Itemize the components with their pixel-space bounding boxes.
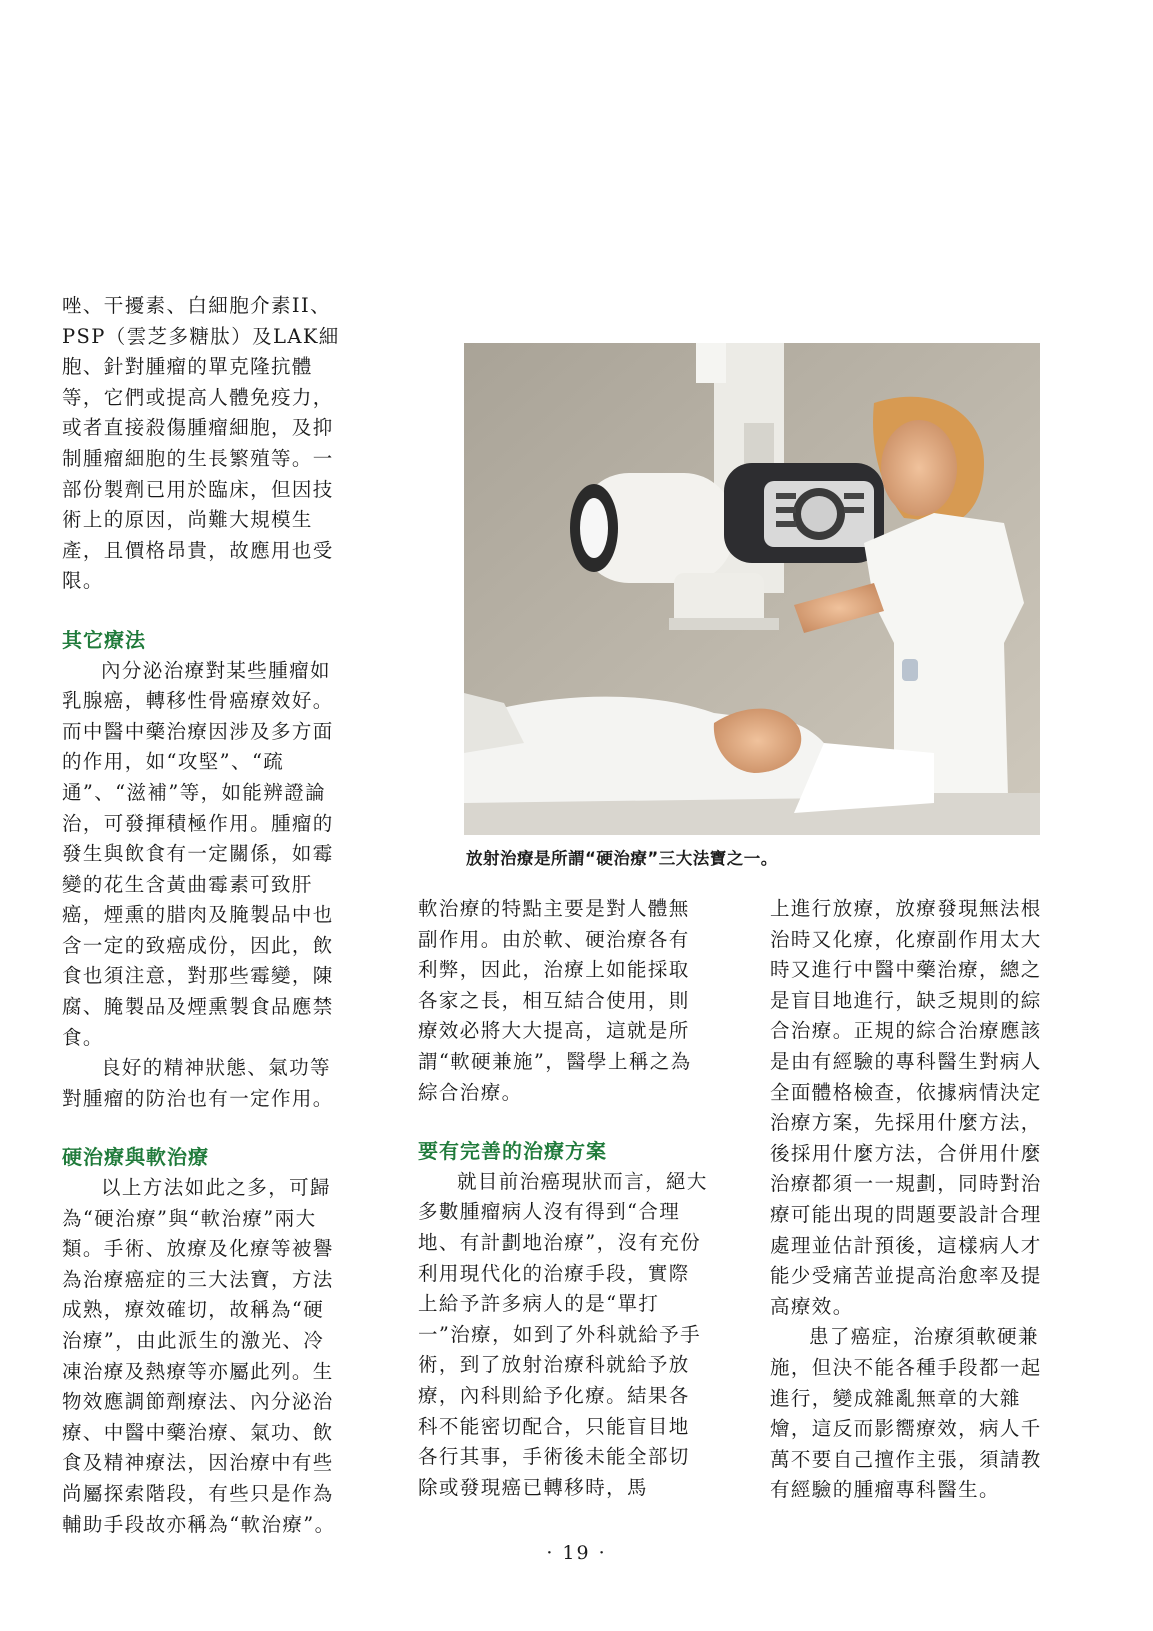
paragraph: 唑、干擾素、白細胞介素II、PSP（雲芝多糖肽）及LAK細胞、針對腫瘤的單克隆抗體等，它們或提高人體免疫力，或者直接殺傷腫瘤細胞，及抑制腫瘤細胞的生長繁殖等。一部份製劑已用於臨床，但因技術上的原因，尚難大規模生產，且價格昂貴，故應用也受限。 <box>62 294 340 593</box>
section-heading-hard-soft-treatment: 硬治療與軟治療 <box>62 1145 209 1170</box>
text-column-left <box>62 291 342 1540</box>
text-column-right <box>770 894 1060 1506</box>
figure-caption: 放射治療是所謂“硬治療”三大法寶之一。 <box>466 849 778 868</box>
paragraph: 良好的精神狀態、氣功等對腫瘤的防治也有一定作用。 <box>62 1056 334 1110</box>
paragraph: 內分泌治療對某些腫瘤如乳腺癌，轉移性骨癌療效好。而中醫中藥治療因涉及多方面的作用，如“攻堅”、“疏通”、“滋補”等，如能辨證論治，可發揮積極作用。腫瘤的發生與飲食有一定關係，如霉變的花生含黃曲霉素可致肝癌，煙熏的腊肉及腌製品中也含一定的致癌成份，因此，飲食也須注意，對那些霉變，陳腐、腌製品及煙熏製食品應禁食。 <box>62 658 334 1049</box>
page-number: · 19 · <box>546 1542 607 1564</box>
paragraph: 以上方法如此之多，可歸為“硬治療”與“軟治療”兩大類。手術、放療及化療等被譽為治療癌症的三大法寶，方法成熟，療效確切，故稱為“硬治療”，由此派生的激光、冷凍治療及熱療等亦屬此列。生物效應調節劑療法、內分泌治療、中醫中藥治療、氣功、飲食及精神療法，因治療中有些尚屬探索階段，有些只是作為輔助手段故亦稱為“軟治療”。 <box>62 1176 336 1536</box>
radiotherapy-photo <box>464 343 1040 835</box>
section-heading-treatment-plan: 要有完善的治療方案 <box>418 1139 607 1164</box>
paragraph: 患了癌症，治療須軟硬兼施，但決不能各種手段都一起進行，變成雜亂無章的大雜燴，這反而影嚮療效，病人千萬不要自己擅作主張，須請教有經驗的腫瘤專科醫生。 <box>770 1325 1042 1502</box>
paragraph: 軟治療的特點主要是對人體無副作用。由於軟、硬治療各有利弊，因此，治療上如能採取各家之長，相互結合使用，則療效必將大大提高，這就是所謂“軟硬兼施”，醫學上稱之為綜合治療。 <box>418 897 692 1104</box>
paragraph: 上進行放療，放療發現無法根治時又化療，化療副作用太大時又進行中醫中藥治療，總之是盲目地進行，缺乏規則的綜合治療。正規的綜合治療應該是由有經驗的專科醫生對病人全面體格檢查，依據病情決定治療方案，先採用什麼方法，後採用什麼方法，合併用什麼治療都須一一規劃，同時對治療可能出現的問題要設計合理處理並估計預後，這樣病人才能少受痛苦並提高治愈率及提高療效。 <box>770 897 1042 1318</box>
text-column-middle <box>418 894 708 1503</box>
section-heading-other-therapies: 其它療法 <box>62 627 146 652</box>
paragraph: 就目前治癌現狀而言，絕大多數腫瘤病人沒有得到“合理地、有計劃地治療”，沒有充份利用現代化的治療手段，實際上給予許多病人的是“單打一”治療，如到了外科就給予手術，到了放射治療科就給予放療，內科則給予化療。結果各科不能密切配合，只能盲目地各行其事，手術後未能全部切除或發現癌已轉移時，馬 <box>418 1169 708 1499</box>
